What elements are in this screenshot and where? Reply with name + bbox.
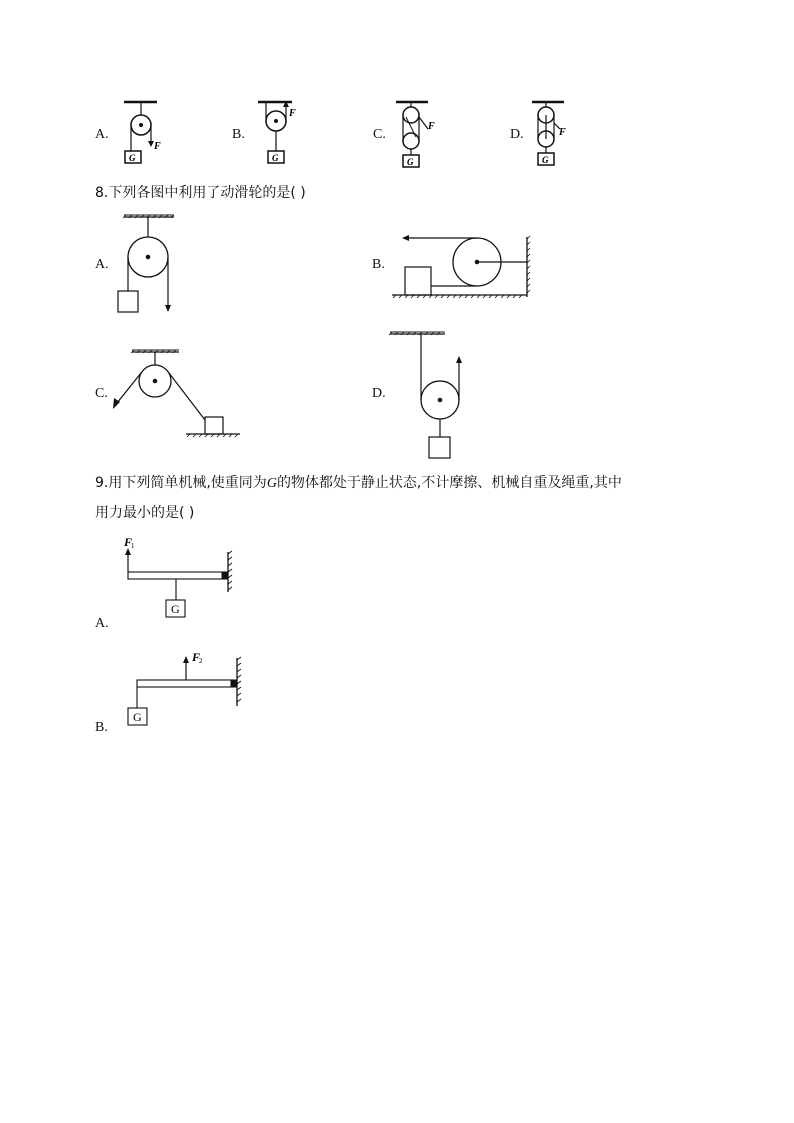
q7-b-g: G (272, 153, 279, 163)
q9-b-f2-sub: 2 (199, 657, 203, 665)
q7-d-g: G (542, 155, 549, 165)
q8-figures (0, 205, 794, 460)
q9-b-f2: F (192, 650, 201, 664)
q8-option-d-label: D. (372, 386, 386, 401)
q9-question-text-b: 的物体都处于静止状态,不计摩擦、机械自重及绳重,其中 (276, 475, 622, 491)
q9-a-g: G (171, 602, 180, 616)
q7-option-c-label: C. (373, 127, 386, 142)
q9-question-line1 (95, 474, 622, 493)
q8-option-c-label: C. (95, 386, 108, 401)
q8-option-b-label: B. (372, 257, 385, 272)
q8-figure-c (113, 350, 240, 437)
q7-c-g: G (407, 157, 414, 167)
q7-a-f: F (154, 141, 161, 152)
q9-option-a-label: A. (95, 616, 109, 631)
q8-figure-b (392, 235, 530, 298)
q7-option-d-label: D. (510, 127, 524, 142)
q7-option-a-label: A. (95, 127, 109, 142)
q9-a-f1: F (124, 535, 133, 549)
q9-b-g: G (133, 710, 142, 724)
q8-option-a-label: A. (95, 257, 109, 272)
q7-a-g: G (129, 153, 136, 163)
q9-question-text-a: 9.用下列简单机械,使重同为 (95, 475, 267, 491)
q9-figures (0, 530, 794, 740)
q7-c-f: F (428, 121, 435, 132)
q9-a-f1-sub: 1 (131, 542, 135, 550)
q7-b-f: F (289, 108, 296, 119)
q9-question-var-g: G (266, 476, 277, 491)
q7-figures (0, 95, 794, 175)
q8-question-text: 8.下列各图中利用了动滑轮的是( ) (95, 185, 306, 201)
q8-figure-a (118, 215, 174, 312)
q7-d-f: F (559, 127, 566, 138)
q9-question-line2: 用力最小的是( ) (95, 505, 195, 521)
q9-figure-b (128, 656, 241, 725)
q8-figure-d (389, 332, 462, 458)
q9-option-b-label: B. (95, 720, 108, 735)
q7-option-b-label: B. (232, 127, 245, 142)
